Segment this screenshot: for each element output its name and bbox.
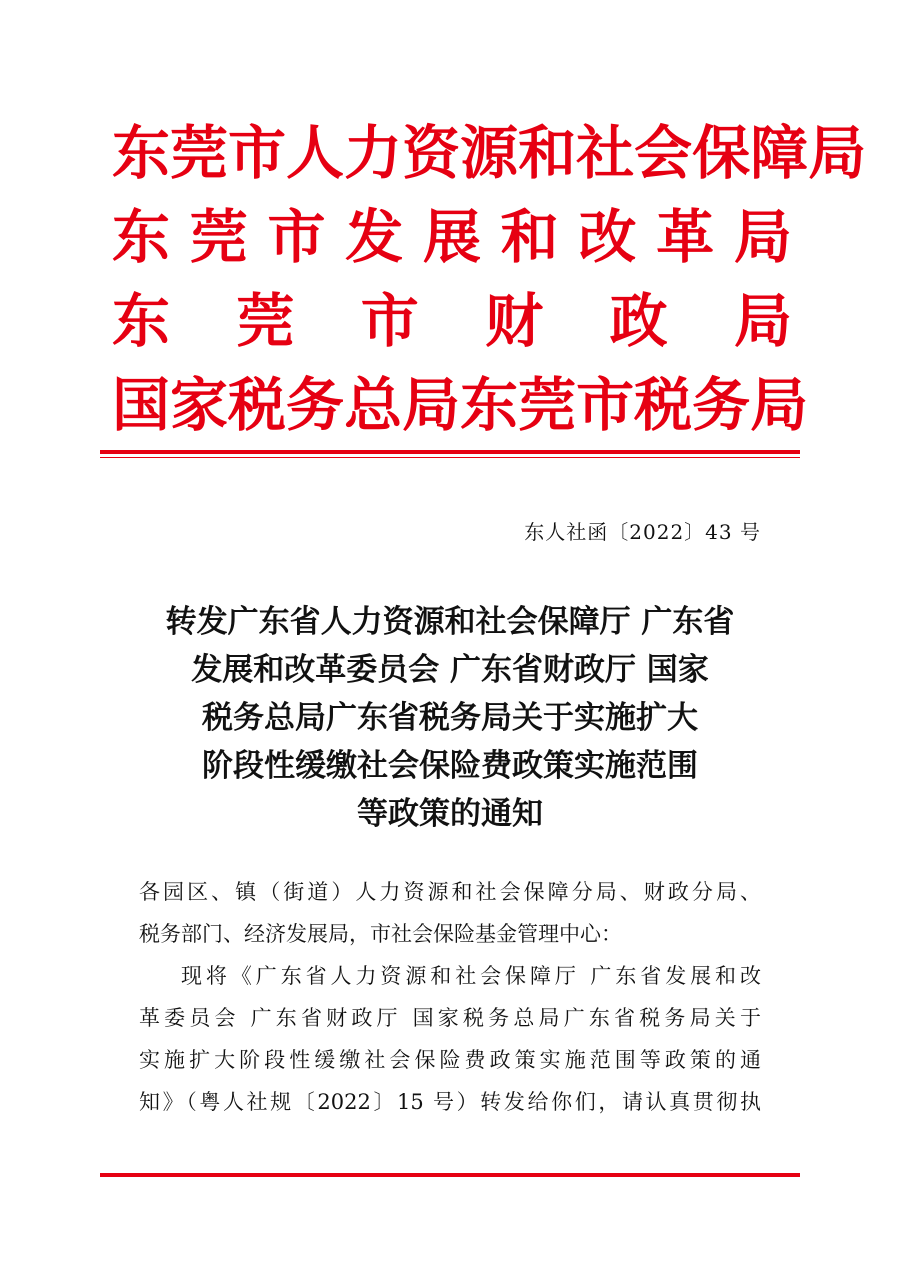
issuer-character: 东 bbox=[112, 287, 171, 355]
issuer-name-tax-bureau bbox=[112, 371, 809, 439]
issuer-character: 展 bbox=[422, 203, 481, 271]
issuer-name-development-reform bbox=[112, 203, 792, 271]
body-line: 实施扩大阶段性缓缴社会保险费政策实施范围等政策的通 bbox=[139, 1048, 761, 1072]
issuer-character: 莞 bbox=[236, 287, 295, 355]
body-paragraph bbox=[139, 955, 761, 1123]
issuer-character: 务 bbox=[286, 371, 345, 439]
title-line: 等政策的通知 bbox=[357, 796, 543, 832]
issuer-character: 税 bbox=[634, 371, 693, 439]
issuer-character: 东 bbox=[112, 203, 171, 271]
recipients-block bbox=[139, 871, 761, 955]
title-line: 发展和改革委员会 广东省财政厅 国家 bbox=[191, 652, 709, 688]
issuer-character: 莞 bbox=[518, 371, 577, 439]
issuer-character: 会 bbox=[634, 119, 693, 187]
red-header-rule-thick bbox=[100, 450, 800, 454]
issuer-character: 保 bbox=[692, 119, 751, 187]
issuer-character: 局 bbox=[733, 203, 792, 271]
issuer-character: 财 bbox=[485, 287, 544, 355]
document-title bbox=[120, 598, 780, 838]
issuer-character: 局 bbox=[402, 371, 461, 439]
issuer-character: 发 bbox=[345, 203, 404, 271]
issuer-character: 革 bbox=[656, 203, 715, 271]
issuer-character: 和 bbox=[500, 203, 559, 271]
issuer-character: 源 bbox=[460, 119, 519, 187]
issuer-character: 改 bbox=[578, 203, 637, 271]
issuer-character: 人 bbox=[286, 119, 345, 187]
issuer-character: 家 bbox=[170, 371, 229, 439]
red-header-rule-thin bbox=[100, 457, 800, 458]
issuer-character: 市 bbox=[228, 119, 287, 187]
issuer-character: 总 bbox=[344, 371, 403, 439]
issuer-character: 政 bbox=[609, 287, 668, 355]
title-line: 税务总局广东省税务局关于实施扩大 bbox=[202, 700, 698, 736]
title-line: 转发广东省人力资源和社会保障厅 广东省 bbox=[165, 604, 735, 640]
document-number: 东人社函〔2022〕43 号 bbox=[524, 520, 761, 544]
issuer-character: 莞 bbox=[170, 119, 229, 187]
body-line: 现将《广东省人力资源和社会保障厅 广东省发展和改 bbox=[181, 964, 761, 988]
issuer-character: 税 bbox=[228, 371, 287, 439]
recipients-line: 各园区、镇（街道）人力资源和社会保障分局、财政分局、 bbox=[139, 880, 761, 904]
title-line: 阶段性缓缴社会保险费政策实施范围 bbox=[202, 748, 698, 784]
issuer-name-finance bbox=[112, 287, 792, 355]
red-footer-rule bbox=[100, 1173, 800, 1177]
issuer-character: 障 bbox=[750, 119, 809, 187]
issuer-character: 东 bbox=[112, 119, 171, 187]
recipients-line: 税务部门、经济发展局，市社会保险基金管理中心： bbox=[139, 922, 622, 946]
issuer-character: 和 bbox=[518, 119, 577, 187]
body-line: 知》（粤人社规〔2022〕15 号）转发给你们，请认真贯彻执 bbox=[139, 1090, 761, 1114]
issuer-character: 市 bbox=[267, 203, 326, 271]
issuer-character: 社 bbox=[576, 119, 635, 187]
issuer-name-human-resources bbox=[112, 119, 867, 187]
issuer-character: 务 bbox=[692, 371, 751, 439]
issuer-character: 局 bbox=[808, 119, 867, 187]
issuer-character: 局 bbox=[750, 371, 809, 439]
issuer-character: 莞 bbox=[189, 203, 248, 271]
issuer-character: 资 bbox=[402, 119, 461, 187]
issuer-character: 市 bbox=[360, 287, 419, 355]
body-line: 革委员会 广东省财政厅 国家税务总局广东省税务局关于 bbox=[139, 1006, 761, 1030]
issuer-character: 国 bbox=[112, 371, 171, 439]
issuer-character: 市 bbox=[576, 371, 635, 439]
issuer-character: 东 bbox=[460, 371, 519, 439]
issuer-character: 力 bbox=[344, 119, 403, 187]
issuer-character: 局 bbox=[733, 287, 792, 355]
